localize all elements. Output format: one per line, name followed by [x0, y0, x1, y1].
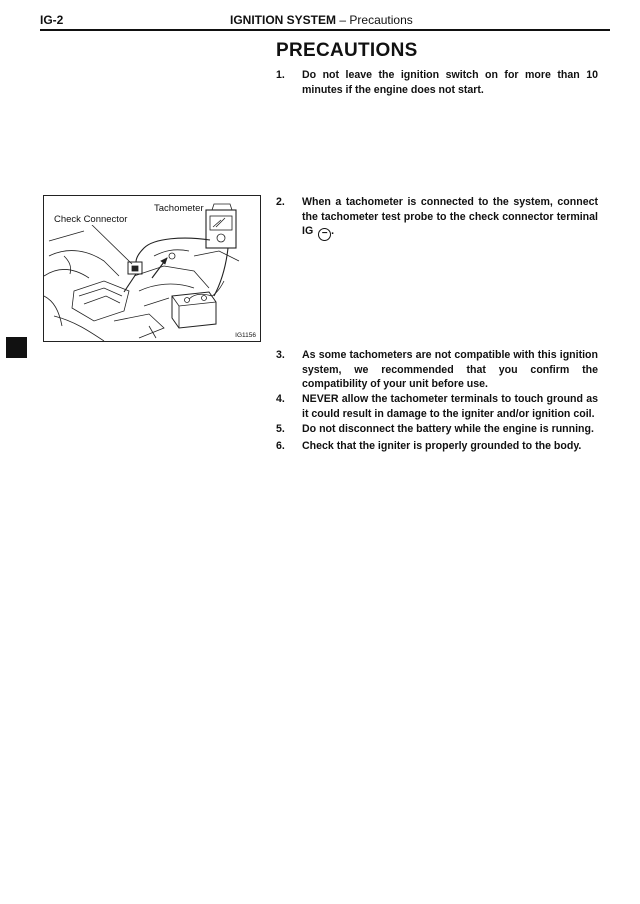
step-5 [276, 422, 598, 437]
section-title: IGNITION SYSTEM [230, 13, 337, 27]
section-tab-marker [6, 337, 27, 358]
step-text: As some tachometers are not compatible with this ignition system, we recommended that you confirm the compatibility of your unit before use. [302, 349, 598, 391]
figure-id: IG1156 [235, 332, 256, 339]
header-separator: – [339, 13, 347, 27]
step-text: When a tachometer is connected to the system, connect the tachometer test probe to the check connector terminal IG [302, 196, 598, 238]
step-text-wrap: When a tachometer is connected to the system, connect the tachometer test probe to the check connector terminal IG − . [302, 196, 598, 240]
step-number: 2. [276, 196, 285, 208]
page-header [0, 10, 640, 32]
step-number: 1. [276, 69, 285, 81]
page-number: IG-2 [40, 13, 64, 27]
tachometer-label: Tachometer [154, 203, 204, 214]
tachometer-connection-figure [43, 195, 261, 342]
step-text: NEVER allow the tachometer terminals to touch ground as it could result in damage to the igniter and/or ignition coil. [302, 393, 598, 420]
header-rule [40, 29, 610, 31]
step-number: 5. [276, 423, 285, 435]
step-4 [276, 392, 598, 421]
step-1 [276, 68, 598, 97]
subsection-title: Precautions [349, 13, 413, 27]
header-title [230, 13, 413, 27]
check-connector-label: Check Connector [54, 214, 128, 225]
step-3 [276, 348, 598, 392]
step-text: Check that the igniter is properly grounded to the body. [302, 440, 582, 452]
step-text: Do not leave the ignition switch on for more than 10 minutes if the engine does not start. [302, 69, 598, 96]
step-number: 6. [276, 440, 285, 452]
step-6 [276, 439, 598, 454]
negative-terminal-symbol: − [318, 228, 331, 241]
step-2 [276, 195, 598, 241]
page-title: PRECAUTIONS [276, 40, 418, 61]
step-number: 4. [276, 393, 285, 405]
step-number: 3. [276, 349, 285, 361]
step-text: Do not disconnect the battery while the engine is running. [302, 423, 594, 435]
